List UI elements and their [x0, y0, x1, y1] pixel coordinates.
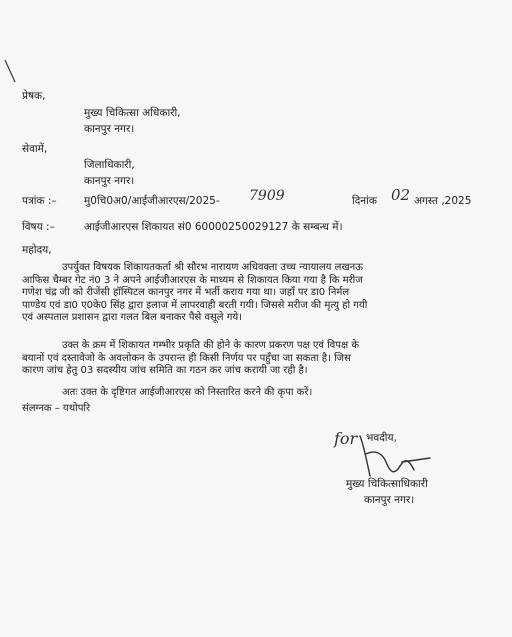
paragraph-2-line: कारण जांच हेतु 03 सदस्यीय जांच समिति का गठन कर जांच करायी जा रही है।: [22, 365, 308, 377]
salutation: महोदय,: [22, 244, 52, 256]
sign-city: कानपुर नगर।: [364, 494, 415, 506]
letter-no-label: पत्रांक :–: [22, 195, 57, 207]
enclosure: संलग्नक – यथोपरि: [22, 403, 91, 414]
paragraph-1-line: गणेश चंद्र जी को रीजेंसी हॉस्पिटल कानपुर नगर में भर्ती कराय गया था। जहाँ पर डा0 निर्मल: [22, 287, 350, 299]
paragraph-1-line: एवं अस्पताल प्रशासन द्वारा गलत बिल बनाकर पैसे वसूले गये।: [22, 312, 242, 324]
subject-text: आईजीआरएस शिकायत सं0 60000250029127 के सम्बन्ध में।: [84, 221, 343, 233]
pen-mark-icon: [2, 58, 18, 84]
paragraph-1-line: पाण्डेय एवं डा0 ए0के0 सिंह द्वारा इलाज में लापरवाही बरती गयी। जिससे मरीज की मृत्यु हो गयी: [22, 299, 368, 311]
paragraph-2: [22, 340, 498, 378]
sender-title: मुख्य चिकित्सा अधिकारी,: [84, 107, 181, 119]
letter-no-handwritten: 7909: [249, 188, 285, 204]
recipient-city: कानपुर नगर।: [84, 175, 135, 187]
paragraph-2-line: बयानों एवं दस्तावेजो के अवलोकन के उपरान्त ही किसी निर्णय पर पहुँचा जा सकता है। जिस: [22, 352, 351, 364]
paragraph-2-line: उक्त के क्रम में शिकायत गम्भीर प्रकृति की होने के कारण प्रकरण पक्ष एवं विपक्ष के: [62, 340, 360, 351]
date-day: 02: [391, 186, 411, 204]
recipient-label: सेवामें,: [22, 143, 48, 155]
closing: भवदीय,: [366, 432, 397, 444]
date-label: दिनांक: [352, 195, 377, 207]
paragraph-3: अतः उक्त के दृष्टिगत आईजीआरएस को निस्तारित करने की कृपा करें।: [62, 387, 313, 398]
paragraph-1: [22, 262, 498, 325]
sign-title: मुख्य चिकित्साधिकारी: [346, 478, 428, 490]
sender-label: प्रेषक,: [22, 90, 46, 102]
paragraph-1-line: आफिस चैम्बर गेट नं0 3 ने अपने आईजीआरएस के माध्यम से शिकायत किया गया है कि मरीज: [22, 274, 363, 286]
letter-no-value: मु0चि0अ0/आईजीआरएस/2025-: [84, 195, 220, 207]
date-rest: अगस्त ,2025: [414, 195, 472, 207]
sender-city: कानपुर नगर।: [84, 123, 135, 135]
subject-label: विषय :–: [22, 221, 55, 233]
signature-for: for: [334, 429, 358, 448]
recipient-title: जिलाधिकारी,: [84, 159, 135, 171]
paragraph-1-line: उपर्युक्त विषयक शिकायतकर्ता श्री सौरभ नारायण अधिवक्ता उच्च न्यायालय लखनऊ: [62, 262, 364, 273]
